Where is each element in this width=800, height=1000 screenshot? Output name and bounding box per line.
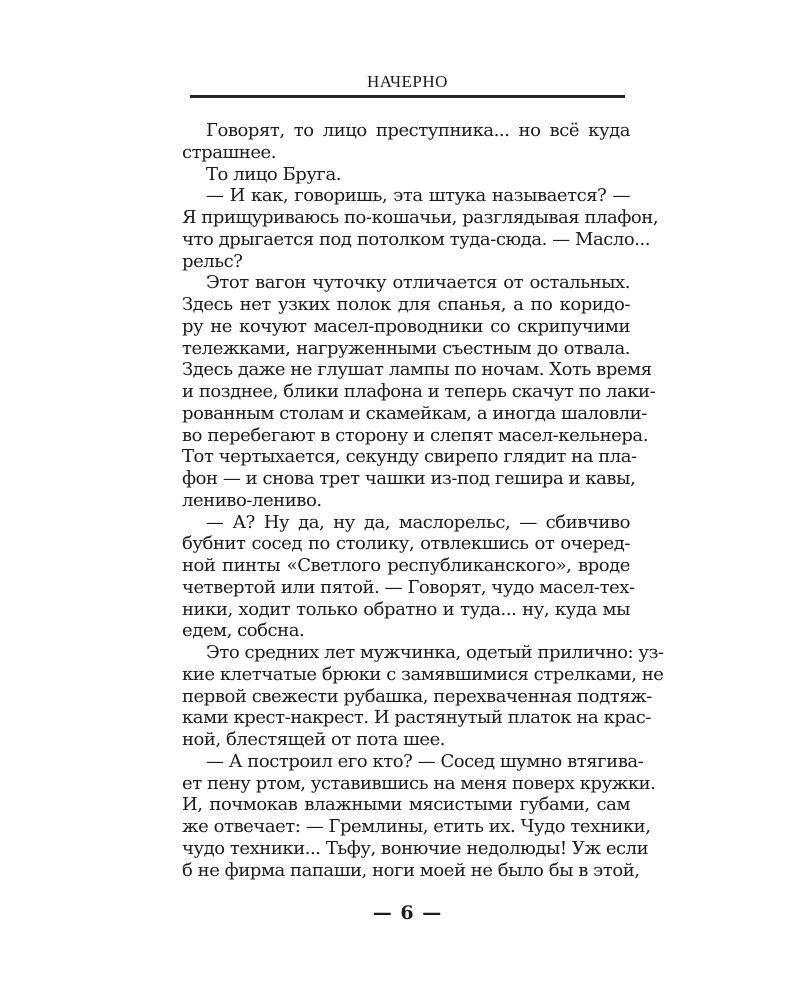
text-line: ники, ходит только обратно и туда... ну, куда мы xyxy=(182,598,630,620)
text-line: ру не кочуют масел-проводники со скрипучими xyxy=(182,315,630,337)
text-line: То лицо Бруга. xyxy=(206,163,342,185)
text-line: едем, собсна. xyxy=(182,620,305,642)
text-line: же отвечает: — Гремлины, етить их. Чудо техники, xyxy=(182,816,651,837)
page-number: — 6 — xyxy=(372,902,443,924)
running-header-title: НАЧЕРНО xyxy=(367,72,448,91)
text-line: во перебегают в сторону и слепят масел-кельнера. xyxy=(182,424,648,446)
text-line: — А? Ну да, ну да, маслорельс, — сбивчиво xyxy=(206,511,630,533)
text-line: чудо техники... Тьфу, вонючие недолюды! Уж если xyxy=(182,837,649,859)
text-line: первой свежести рубашка, перехваченная подтяж- xyxy=(182,685,652,707)
text-line: рованным столам и скамейкам, а иногда шаловли- xyxy=(182,402,647,424)
text-line: и позднее, блики плафона и теперь скачут по лаки- xyxy=(182,381,656,402)
text-line: тележками, нагруженными съестным до отвала. xyxy=(182,337,630,359)
text-line: фон — и снова трет чашки из-под гешира и кавы, xyxy=(182,468,636,489)
text-line: Тот чертыхается, секунду свирепо глядит на пла- xyxy=(182,446,637,468)
text-line: ет пену ртом, уставившись на меня поверх кружки. xyxy=(182,772,656,794)
text-line: Здесь даже не глушат лампы по ночам. Хоть время xyxy=(182,359,652,381)
text-line: Это средних лет мужчинка, одетый прилично: уз- xyxy=(206,642,664,663)
header-rule xyxy=(190,95,625,98)
text-line: кие клетчатые брюки с замявшимися стрелками, не xyxy=(182,663,664,685)
text-line: И, почмокав влажными мясистыми губами, сам xyxy=(182,794,630,816)
text-line: Говорят, то лицо преступника... но всё куда xyxy=(206,120,630,141)
text-line: лениво-лениво. xyxy=(182,489,322,511)
text-line: что дрыгается под потолком туда-сюда. — Масло... xyxy=(182,228,651,250)
text-line: ками крест-накрест. И растянутый платок на крас- xyxy=(182,707,651,729)
body-text xyxy=(182,120,664,881)
text-line: — А построил его кто? — Сосед шумно втягива- xyxy=(206,750,644,772)
text-line: Я прищуриваюсь по-кошачьи, разглядывая плафон, xyxy=(182,207,659,228)
text-line: страшнее. xyxy=(182,141,277,163)
text-line: ной, блестящей от пота шее. xyxy=(182,729,446,750)
text-line: Здесь нет узких полок для спанья, а по коридо- xyxy=(182,294,630,315)
text-line: б не фирма папаши, ноги моей не было бы в этой, xyxy=(182,859,640,881)
text-line: Этот вагон чуточку отличается от остальных. xyxy=(206,272,630,294)
text-line: четвертой или пятой. — Говорят, чудо масел-тех- xyxy=(182,576,635,598)
text-line: бубнит сосед по столику, отвлекшись от очеред- xyxy=(182,533,630,555)
text-line: — И как, говоришь, эта штука называется? — xyxy=(206,185,630,207)
text-line: рельс? xyxy=(182,250,243,272)
text-line: ной пинты «Светлого республиканского», вроде xyxy=(182,555,630,576)
